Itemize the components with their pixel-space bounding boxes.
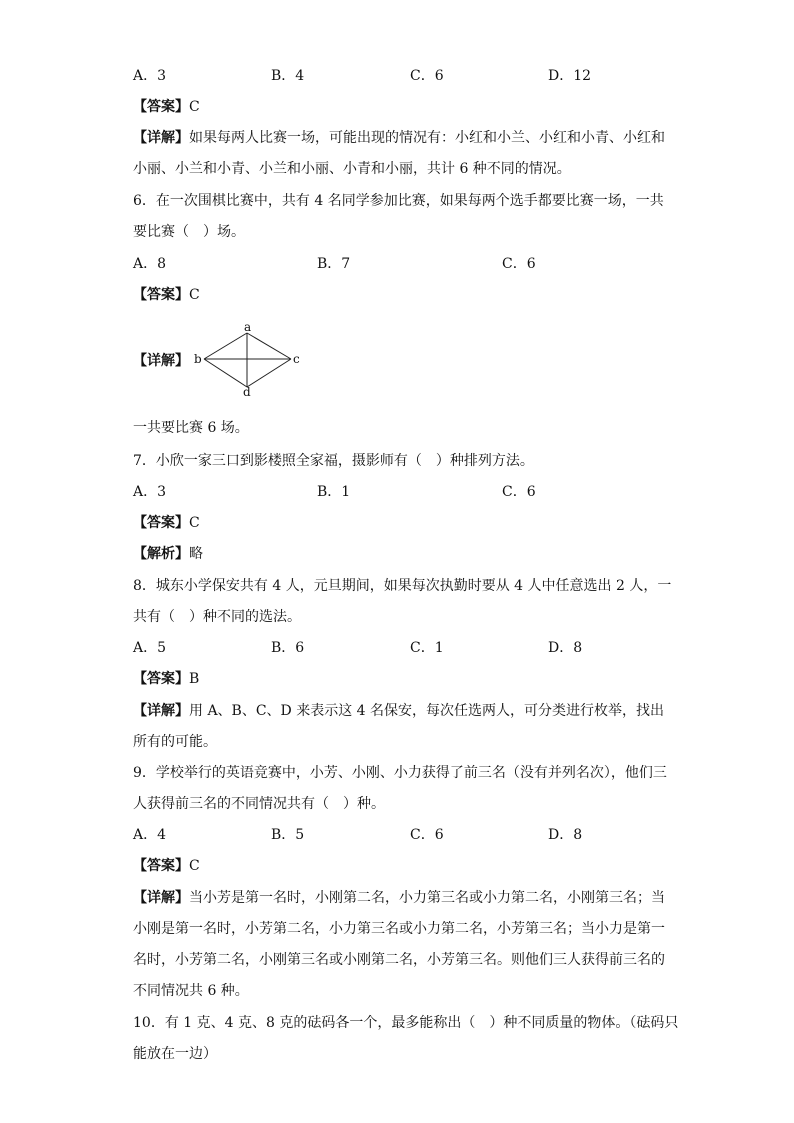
edge-a-c: [247, 333, 291, 359]
vertex-label-d: d: [243, 385, 251, 399]
q9-option-d: D．8: [548, 827, 583, 843]
q5-option-d: D．12: [548, 68, 592, 84]
analysis-tag: 【解析】: [133, 546, 189, 562]
q9-stem-line-1: 9．学校举行的英语竞赛中，小芳、小刚、小力获得了前三名（没有并列名次），他们三: [133, 765, 667, 781]
vertex-label-c: c: [293, 352, 300, 366]
edge-c-d: [247, 359, 291, 387]
q5-detail-line-1: [133, 130, 665, 146]
q5-answer: [133, 99, 200, 115]
vertex-label-b: b: [194, 352, 202, 366]
detail-tag: 【详解】: [133, 703, 189, 719]
answer-tag: 【答案】: [133, 99, 189, 115]
q8-option-c: C．1: [410, 640, 444, 656]
q9-detail-line-4: 不同情况共 6 种。: [133, 983, 249, 999]
q9-detail-line-2: 小刚是第一名时，小芳第二名，小力第三名或小力第二名，小芳第三名；当小力是第一: [133, 921, 665, 937]
answer-tag: 【答案】: [133, 671, 189, 687]
q9-detail-line-3: 名时，小芳第二名，小刚第三名或小刚第二名，小芳第三名。则他们三人获得前三名的: [133, 952, 665, 968]
q7-option-a: A．3: [133, 484, 167, 500]
q5-detail-line-2: 小丽、小兰和小青、小兰和小丽、小青和小丽，共计 6 种不同的情况。: [133, 161, 571, 177]
q6-stem-line-1: 6．在一次围棋比赛中，共有 4 名同学参加比赛，如果每两个选手都要比赛一场，一共: [133, 193, 664, 209]
q9-option-a: A．4: [133, 827, 167, 843]
q7-option-c: C．6: [502, 484, 536, 500]
q8-detail-line-1: [133, 703, 664, 719]
q8-option-a: A．5: [133, 640, 167, 656]
q8-detail-line-2: 所有的可能。: [133, 734, 217, 750]
q7-answer: [133, 515, 200, 531]
answer-tag: 【答案】: [133, 287, 189, 303]
answer-value: C: [189, 99, 200, 115]
q8-stem-line-2: 共有（ ）种不同的选法。: [133, 609, 301, 625]
q7-analysis: [133, 546, 203, 562]
answer-value: B: [189, 671, 200, 687]
q9-stem-line-2: 人获得前三名的不同情况共有（ ）种。: [133, 796, 385, 812]
q9-detail-line-1: [133, 890, 665, 906]
q6-answer: [133, 287, 200, 303]
q7-option-b: B．1: [317, 484, 351, 500]
answer-value: C: [189, 515, 200, 531]
q9-option-c: C．6: [410, 827, 444, 843]
q9-answer: [133, 858, 200, 874]
q8-answer: [133, 671, 199, 687]
q6-option-a: A．8: [133, 256, 167, 272]
detail-text: 用 A、B、C、D 来表示这 4 名保安，每次任选两人，可分类进行枚举，找出: [189, 703, 665, 719]
q8-option-b: B．6: [271, 640, 305, 656]
edge-a-b: [204, 333, 247, 359]
q7-stem: 7．小欣一家三口到影楼照全家福，摄影师有（ ）种排列方法。: [133, 453, 534, 469]
q5-option-b: B．4: [271, 68, 305, 84]
match-pairing-diagram: [190, 318, 305, 400]
q6-option-c: C．6: [502, 256, 536, 272]
q5-option-a: A．3: [133, 68, 167, 84]
q10-stem-line-2: 能放在一边）: [133, 1046, 217, 1062]
detail-tag: 【详解】: [133, 130, 189, 146]
q6-option-b: B．7: [317, 256, 351, 272]
q6-detail-tag: 【详解】: [133, 353, 189, 369]
q10-stem-line-1: 10．有 1 克、4 克、8 克的砝码各一个，最多能称出（ ）种不同质量的物体。（砝码只: [133, 1015, 679, 1031]
detail-tag: 【详解】: [133, 890, 189, 906]
answer-tag: 【答案】: [133, 515, 189, 531]
vertex-label-a: a: [244, 320, 252, 334]
detail-text: 如果每两人比赛一场，可能出现的情况有：小红和小兰、小红和小青、小红和: [189, 130, 665, 146]
detail-text: 当小芳是第一名时，小刚第二名，小力第三名或小力第二名，小刚第三名；当: [189, 890, 665, 906]
q8-stem-line-1: 8．城东小学保安共有 4 人，元旦期间，如果每次执勤时要从 4 人中任意选出 2 人，一: [133, 578, 672, 594]
analysis-text: 略: [189, 546, 203, 562]
q9-option-b: B．5: [271, 827, 305, 843]
q5-option-c: C．6: [410, 68, 444, 84]
answer-value: C: [189, 858, 200, 874]
q6-conclusion: 一共要比赛 6 场。: [133, 420, 249, 436]
edge-b-d: [204, 359, 247, 387]
answer-value: C: [189, 287, 200, 303]
q8-option-d: D．8: [548, 640, 583, 656]
q6-stem-line-2: 要比赛（ ）场。: [133, 224, 245, 240]
answer-tag: 【答案】: [133, 858, 189, 874]
